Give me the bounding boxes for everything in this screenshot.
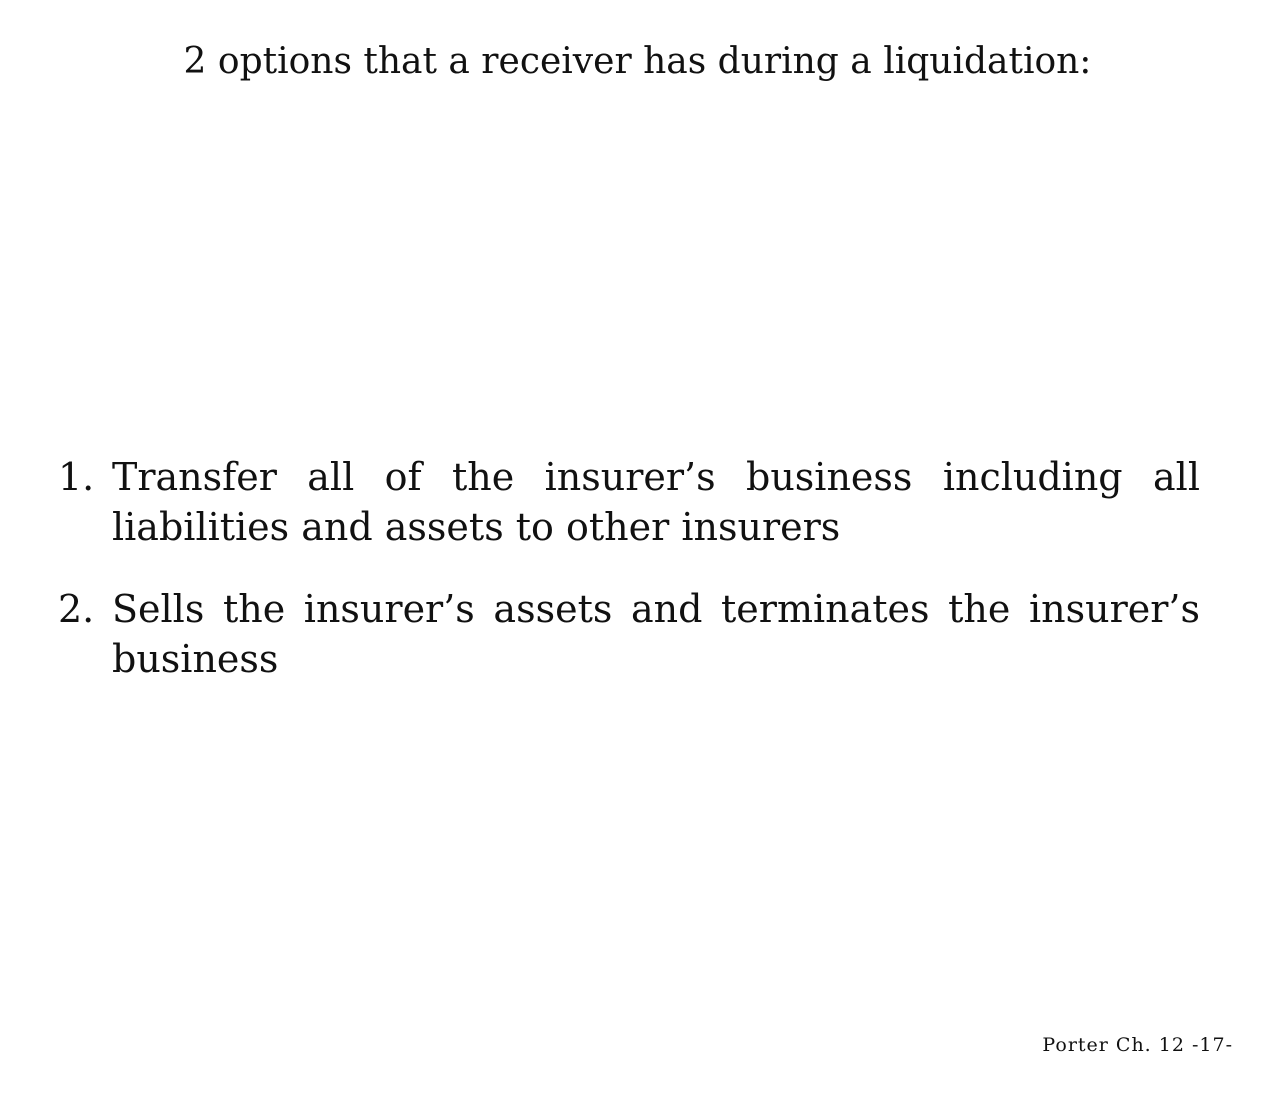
list-item-number: 1. (58, 455, 95, 499)
list-item (58, 452, 1200, 552)
list-item-number: 2. (58, 587, 95, 631)
options-list (58, 452, 1200, 716)
list-item-text: Sells the insurer’s assets and terminates the insurer’s business (112, 587, 1200, 681)
slide-title: 2 options that a receiver has during a liquidation: (183, 41, 1092, 82)
page-footer: Porter Ch. 12 -17- (1042, 1034, 1233, 1056)
list-item (58, 584, 1200, 684)
list-item-text: Transfer all of the insurer’s business including all liabilities and assets to other insurers (112, 455, 1200, 549)
